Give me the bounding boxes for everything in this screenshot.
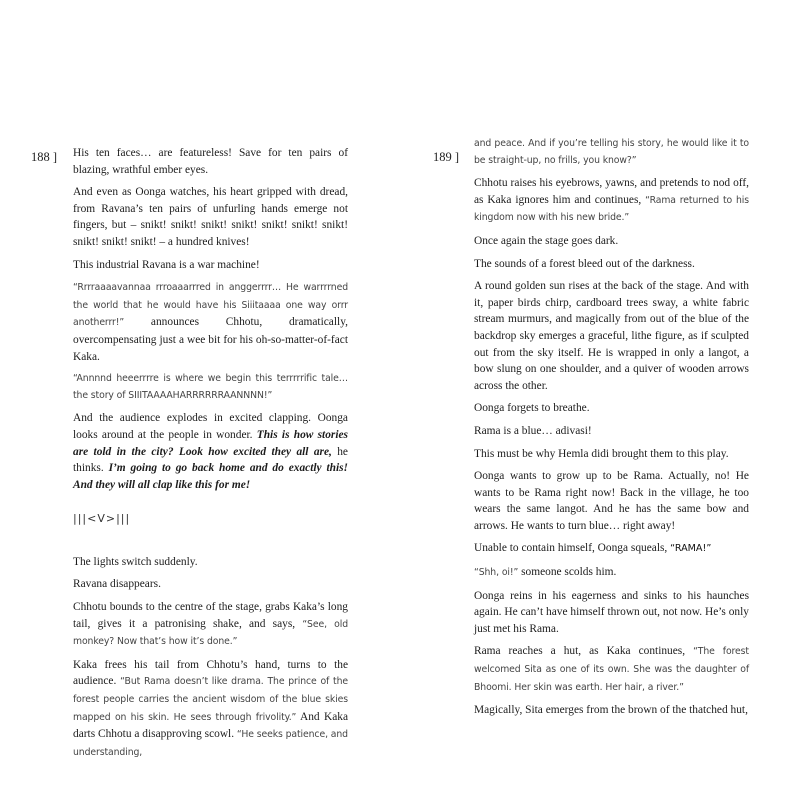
section-break-ornament: |||<V>||| (73, 512, 131, 526)
dialogue: “The forest welcomed Sita as one of its own. She was the daughter of Bhoomi. Her skin was earth. Her hair, a river.” (474, 646, 749, 693)
dialogue: “Rrrraaaavannaa rrroaaarrred in anggerrrr… He warrrrned the world that he would have his Siiitaaaa one way orrr anotherrr!” (73, 282, 348, 329)
paragraph: A round golden sun rises at the back of the stage. And with it, paper birds chirp, cardboard trees sway, a white fabric stream murmurs, and magically from out of the blue of the backdrop sky emerges a graceful, lithe figure, as if sculpted out from the sky itself. He is wrapped in only a langot, a bow slung on one shoulder, and a quiver of wooden arrows across the other. (474, 280, 749, 392)
paragraph: Ravana disappears. (73, 578, 161, 591)
paragraph: Oonga reins in his eagerness and sinks to his haunches again. He can’t have himself thrown out, not now. He’s only just met his Rama. (474, 589, 749, 635)
page-number-left: 188 ] (31, 150, 58, 164)
paragraph: Once again the stage goes dark. (474, 234, 619, 247)
dialogue: “He seeks patience, and understanding, (73, 729, 348, 758)
paragraph (474, 540, 749, 558)
dialogue: “But Rama doesn’t like drama. The prince of the forest people carries the ancient wisdom of the blue skies mapped on his skin. He sees through frivolity.” (73, 676, 348, 723)
dialogue: “Shh, oi!” (474, 567, 519, 579)
left-page-body (73, 145, 348, 767)
narration: Unable to contain himself, Oonga squeals, (474, 542, 668, 555)
narration: And Kaka darts Chhotu a disapproving scowl. (73, 710, 349, 741)
paragraph (474, 175, 749, 227)
right-page-body (474, 136, 749, 725)
paragraph: This must be why Hemla didi brought them to this play. (474, 447, 729, 460)
paragraph (73, 599, 348, 651)
narration: And the audience explodes in excited clapping. Oonga looks around at the people in wonder. (73, 412, 348, 441)
narration: someone scolds him. (521, 566, 617, 579)
paragraph: And even as Oonga watches, his heart gripped with dread, from Ravana’s ten pairs of unfurling hands emerge not fingers, but – snikt! snikt! snikt! snikt! snikt! snikt! snikt! snikt! snikt! snikt! – a hundred knives! (73, 186, 348, 248)
paragraph: The lights switch suddenly. (73, 555, 198, 568)
narration: Chhotu raises his eyebrows, yawns, and pretends to nod off, as Kaka ignores him and continues, (474, 177, 749, 206)
dialogue: “Rama returned to his kingdom now with his new bride.” (474, 194, 749, 224)
narration: Kaka frees his tail from Chhotu’s hand, turns to the audience. (73, 658, 348, 688)
paragraph: Oonga forgets to breathe. (474, 402, 590, 415)
shout: “RAMA!” (670, 543, 712, 555)
page-number-right: 189 ] (433, 150, 460, 164)
paragraph: Rama is a blue… adivasi! (474, 424, 592, 437)
italic-thought: This is how stories are told in the city? Look how excited they all are, (73, 428, 348, 458)
paragraph (474, 643, 749, 696)
dialogue-paragraph: “Annnnd heeerrrre is where we begin this terrrrrific tale… the story of SIIITAAAAHARRRRRRAANNNN!” (73, 373, 348, 401)
paragraph: The sounds of a forest bleed out of the darkness. (474, 257, 695, 270)
italic-thought: I’m going to go back home and do exactly this! And they will all clap like this for me! (73, 462, 348, 491)
paragraph: This industrial Ravana is a war machine! (73, 258, 260, 271)
dialogue: “See, old monkey? Now that’s how it’s done.” (73, 618, 348, 648)
paragraph (474, 564, 749, 582)
dialogue-paragraph: and peace. And if you’re telling his story, he would like it to be straight-up, no frills, you know?” (474, 138, 749, 166)
narration: announces Chhotu, dramatically, overcompensating just a wee bit for his oh-so-matter-of-fact Kaka. (73, 316, 348, 363)
paragraph (73, 279, 348, 365)
paragraph: Oonga wants to grow up to be Rama. Actually, no! He wants to be Rama right now! Back in the village, he too wears the same langot. And he has the same bow and arrows. He wants to turn blue… right away! (474, 470, 749, 532)
paragraph (73, 410, 348, 493)
paragraph: Magically, Sita emerges from the brown of the thatched hut, (474, 704, 748, 717)
narration: he thinks. (73, 445, 348, 475)
narration: Rama reaches a hut, as Kaka continues, (474, 645, 686, 658)
paragraph: His ten faces… are featureless! Save for ten pairs of blazing, wrathful ember eyes. (73, 147, 348, 176)
narration: Chhotu bounds to the centre of the stage, grabs Kaka’s long tail, gives it a patronising shake, and says, (73, 601, 348, 630)
paragraph (73, 657, 348, 762)
